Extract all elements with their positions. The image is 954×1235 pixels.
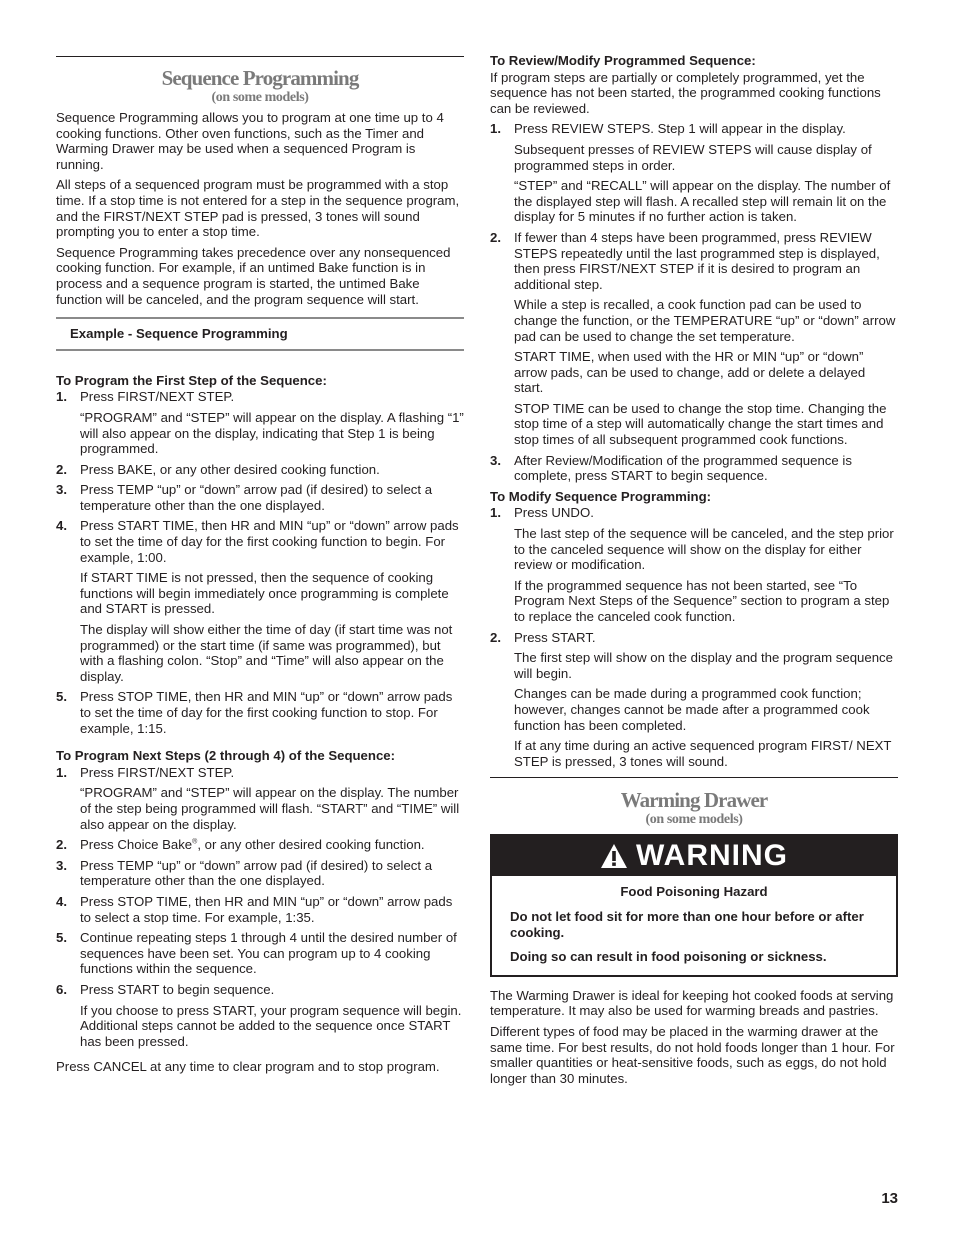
right-column	[490, 53, 898, 1091]
step-text: Press TEMP “up” or “down” arrow pad (if desired) to select a temperature other than the one displayed.	[80, 857, 433, 889]
step-text: Press STOP TIME, then HR and MIN “up” or “down” arrow pads to set the time of day for the first cooking function to stop. For example, 1:15.	[80, 689, 453, 736]
next-steps-list	[56, 765, 464, 1050]
warning-hazard: Food Poisoning Hazard	[620, 884, 768, 900]
step-note: The first step will show on the display and the program sequence will begin.	[514, 650, 893, 681]
next-steps-heading: To Program Next Steps (2 through 4) of the Sequence:	[56, 748, 396, 764]
step-note: While a step is recalled, a cook function pad can be used to change the function, or the TEMPERATURE “up” or “down” arrow pad can be used to change the set temperature.	[514, 297, 896, 344]
first-steps-list	[56, 389, 464, 736]
list-item	[56, 518, 464, 565]
step-text: Press UNDO.	[514, 505, 594, 521]
step-text: Continue repeating steps 1 through 4 until the desired number of sequences have been set. You can program up to 4 cooking functions within the sequence.	[80, 930, 457, 977]
step-note: START TIME, when used with the HR or MIN “up” or “down” arrow pads, can be used to change, add or delete a delayed start.	[514, 349, 866, 396]
step-number: 5.	[56, 930, 67, 946]
list-item	[56, 689, 464, 736]
step-number: 3.	[56, 857, 67, 873]
review-steps-list	[490, 121, 898, 483]
list-item	[56, 930, 464, 977]
step-number: 5.	[56, 689, 67, 705]
step-number: 3.	[490, 452, 501, 468]
list-item	[56, 982, 464, 998]
step-number: 2.	[490, 229, 501, 245]
step-number: 4.	[56, 893, 67, 909]
step-text: Press START to begin sequence.	[80, 981, 275, 997]
warning-box	[490, 834, 898, 976]
list-item	[490, 453, 898, 484]
list-item	[490, 121, 898, 137]
review-heading: To Review/Modify Programmed Sequence:	[490, 53, 756, 68]
step-text: Press FIRST/NEXT STEP.	[80, 389, 235, 405]
example-box-label: Example - Sequence Programming	[70, 326, 288, 342]
step-number: 1.	[56, 389, 67, 405]
step-note: “PROGRAM” and “STEP” will appear on the display. A flashing “1” will also appear on the display, indicating that Step 1 is being programmed.	[80, 409, 464, 457]
list-item	[490, 630, 898, 646]
drawer-para-1: The Warming Drawer is ideal for keeping hot cooked foods at serving temperature. It may also be used for warming breads and pastries.	[490, 987, 894, 1019]
step-note: Changes can be made during a programmed cook function; however, changes cannot be made after a programmed cook function has been completed.	[514, 686, 870, 733]
warning-line-1: Do not let food sit for more than one hour before or after cooking.	[510, 908, 864, 940]
cancel-note: Press CANCEL at any time to clear program and to stop program.	[56, 1059, 440, 1075]
step-number: 3.	[56, 482, 67, 498]
list-item	[56, 858, 464, 889]
list-item	[56, 482, 464, 513]
intro-para-3: Sequence Programming takes precedence over any nonsequenced cooking function. For example, if an untimed Bake function is in process and a sequence program is started, the untimed Bake function will be canceled, and the program sequence will start.	[56, 244, 451, 307]
modify-heading: To Modify Sequence Programming:	[490, 488, 712, 504]
step-number: 2.	[56, 461, 67, 477]
step-text: Press BAKE, or any other desired cooking function.	[80, 461, 380, 477]
sequence-programming-title: Sequence Programming	[161, 66, 359, 90]
step-text: Press START.	[514, 629, 596, 645]
step-number: 4.	[56, 518, 67, 534]
step-text: Press REVIEW STEPS. Step 1 will appear in the display.	[514, 121, 846, 137]
step-text: Press START TIME, then HR and MIN “up” or “down” arrow pads to set the time of day for the first cooking function to begin. For example, 1:00.	[80, 518, 459, 565]
step-note: If START TIME is not pressed, then the sequence of cooking functions will begin immediately once programming is complete and START is pressed.	[80, 570, 449, 617]
step-note: If you choose to press START, your program sequence will begin. Additional steps cannot be added to the sequence once START has been pressed.	[80, 1002, 462, 1049]
first-step-heading: To Program the First Step of the Sequence:	[56, 372, 327, 388]
intro-para-1: Sequence Programming allows you to program at one time up to 4 cooking functions. Other oven functions, such as the Timer and Warming Drawer may be used when a sequenced Program is running.	[56, 110, 444, 172]
list-item	[56, 894, 464, 925]
warming-drawer-title: Warming Drawer	[620, 788, 768, 813]
page-number: 13	[881, 1190, 898, 1207]
step-note: If at any time during an active sequenced program FIRST/ NEXT STEP is pressed, 3 tones will sound.	[514, 738, 892, 769]
modify-steps-list	[490, 505, 898, 769]
left-top-rule	[56, 56, 464, 57]
list-item	[490, 230, 898, 292]
step-note: STOP TIME can be used to change the stop time. Changing the stop time of a step will automatically change the start times and stop times of all subsequent programmed cook functions.	[514, 400, 887, 448]
step-note: “STEP” and “RECALL” will appear on the display. The number of the displayed step will flash. A recalled step will remain lit on the display for 5 minutes if no further action is taken.	[514, 178, 891, 225]
step-note: Subsequent presses of REVIEW STEPS will cause display of programmed steps in order.	[514, 141, 872, 173]
list-item	[56, 837, 464, 853]
step-number: 1.	[490, 121, 501, 137]
step-note: The display will show either the time of day (if start time was not programmed) or the start time (if same was programmed), but with a flashing colon. “Stop” and “Time” will also appear on the display.	[80, 622, 453, 684]
left-column	[56, 66, 464, 1080]
list-item	[56, 765, 464, 781]
warning-triangle-icon	[600, 843, 628, 869]
drawer-para-2: Different types of food may be placed in the warming drawer at the same time. For best results, do not hold foods longer than 1 hour. For smaller quantities or heat-sensitive foods, such as eggs, do not hold longer than 30 minutes.	[490, 1023, 895, 1086]
warning-body	[492, 876, 896, 974]
list-item	[56, 389, 464, 405]
step-number: 6.	[56, 981, 67, 997]
list-item	[56, 462, 464, 478]
step-note: If the programmed sequence has not been started, see “To Program Next Steps of the Sequence” section to program a step to replace the canceled cook function.	[514, 577, 890, 624]
step-number: 1.	[56, 764, 67, 780]
drawer-rule	[490, 777, 898, 788]
step-number: 1.	[490, 505, 501, 521]
step-number: 2.	[56, 837, 67, 853]
step-text: Press Choice Bake®, or any other desired cooking function.	[80, 837, 425, 853]
step-note: The last step of the sequence will be canceled, and the step prior to the canceled sequence will show on the display for either review or modification.	[514, 526, 894, 573]
review-intro: If program steps are partially or completely programmed, yet the sequence has not been started, the programmed cooking functions can be reviewed.	[490, 69, 881, 116]
step-text: Press FIRST/NEXT STEP.	[80, 764, 235, 780]
warming-drawer-subtitle: (on some models)	[645, 812, 743, 828]
step-text: After Review/Modification of the programmed sequence is complete, press START to begin sequence.	[514, 452, 852, 484]
step-note: “PROGRAM” and “STEP” will appear on the display. The number of the step being programmed will flash. “START” and “TIME” will also appear on the display.	[80, 785, 460, 832]
step-text: Press TEMP “up” or “down” arrow pad (if desired) to select a temperature other than the one displayed.	[80, 482, 433, 513]
intro-para-2: All steps of a sequenced program must be programmed with a stop time. If a stop time is not entered for a step in the sequence program, and the FIRST/NEXT STEP pad is pressed, 3 tones will sound prompting you to enter a stop time.	[56, 177, 460, 240]
warning-label: WARNING	[636, 839, 788, 873]
example-box	[56, 317, 464, 351]
step-number: 2.	[490, 629, 501, 645]
step-text: Press STOP TIME, then HR and MIN “up” or “down” arrow pads to select a stop time. For example, 1:35.	[80, 893, 453, 925]
list-item	[490, 505, 898, 521]
step-text: If fewer than 4 steps have been programmed, press REVIEW STEPS repeatedly until the last programmed step is displayed, then press FIRST/NEXT STEP if it is desired to program an additional step.	[514, 229, 880, 292]
warning-header	[492, 836, 896, 876]
sequence-programming-subtitle: (on some models)	[211, 90, 309, 105]
warning-line-2: Doing so can result in food poisoning or sickness.	[510, 949, 827, 965]
